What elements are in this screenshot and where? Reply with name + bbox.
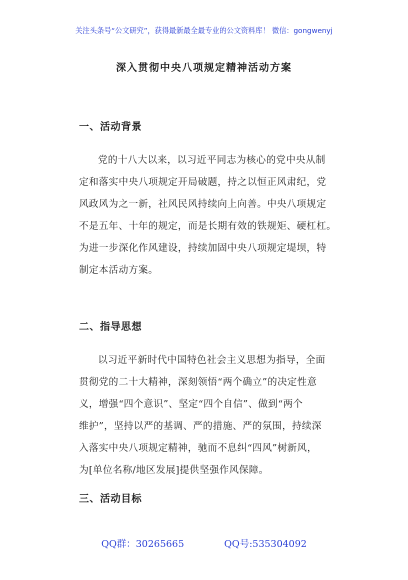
section-heading-goals: 三、活动目标 (79, 494, 142, 505)
footer-contact (0, 536, 408, 550)
body-line: 贯彻党的二十大精神，深刻领悟“两个确立”的决定性意 (79, 377, 317, 388)
body-line: 风政风为之一新，社风民风持续向上向善。中央八项规定 (79, 199, 327, 210)
body-line: 以习近平新时代中国特色社会主义思想为指导，全面 (98, 355, 326, 366)
body-line: 定和落实中央八项规定开局破题，持之以恒正风肃纪，党 (79, 177, 327, 188)
section-body-background (79, 150, 337, 282)
body-line: 党的十八大以来，以习近平同志为核心的党中央从制 (98, 155, 326, 166)
body-line: 义，增强“四个意识”、坚定“四个自信”、做到“两个 (79, 399, 303, 410)
footer-qq-group: QQ群：30265665 (101, 539, 185, 550)
body-line: 为进一步深化作风建设，持续加固中央八项规定堤坝，特 (79, 243, 327, 254)
document-title: 深入贯彻中央八项规定精神活动方案 (116, 63, 292, 74)
section-heading-background: 一、活动背景 (79, 122, 142, 133)
footer-qq-number: QQ号:535304092 (224, 539, 307, 550)
promo-banner: 关注头条号“公文研究”，获得最新最全最专业的公文资料库！ 微信：gongwenyj (75, 26, 333, 35)
body-line: 不是五年、十年的规定，而是长期有效的铁规矩、硬杠杠。 (79, 221, 337, 232)
body-line: 制定本活动方案。 (79, 265, 159, 276)
body-line: 维护”，坚持以严的基调、严的措施、严的氛围，持续深 (79, 421, 322, 432)
body-line: 入落实中央八项规定精神，驰而不息纠“四风”树新风， (79, 443, 317, 454)
section-heading-guiding: 二、指导思想 (79, 322, 142, 333)
body-line: 为[单位名称/地区发展]提供坚强作风保障。 (79, 465, 269, 476)
section-body-guiding (79, 350, 331, 482)
